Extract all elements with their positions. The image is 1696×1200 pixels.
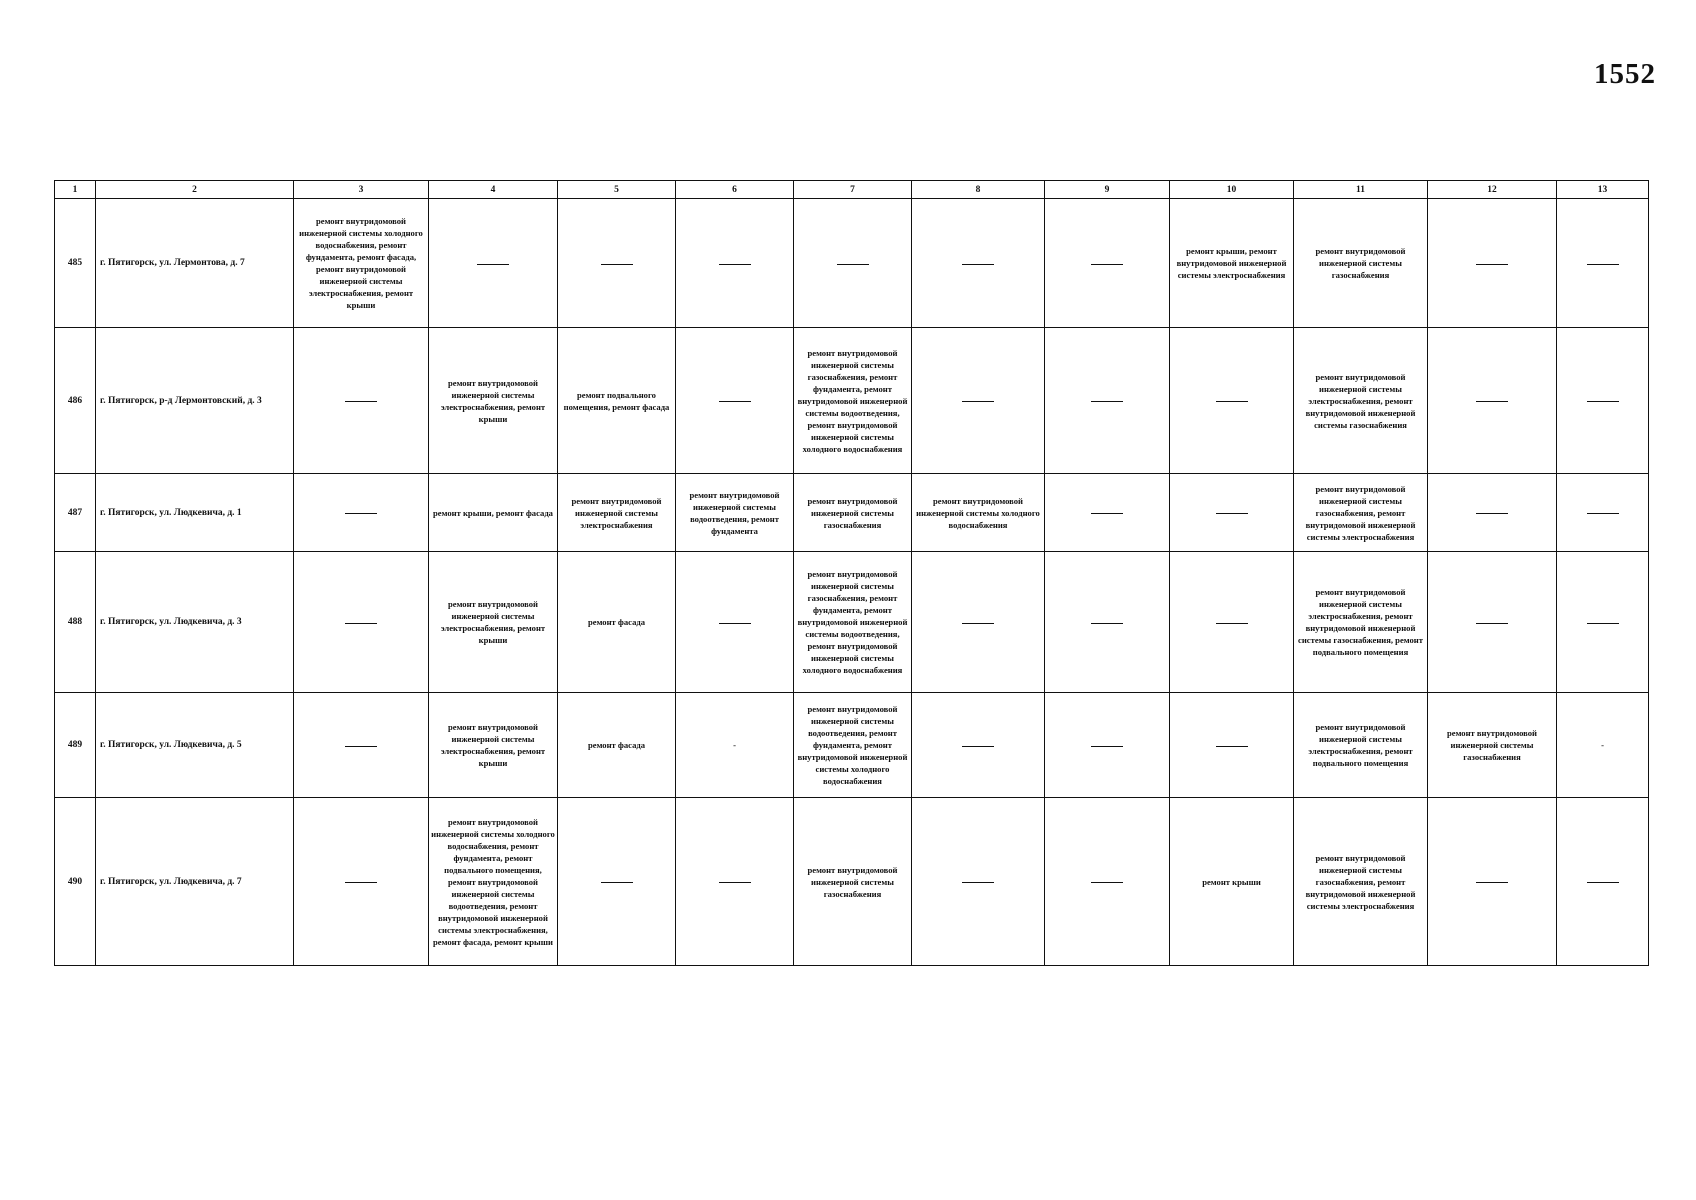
empty-dash-cell [294, 798, 429, 966]
dash-mark [837, 264, 869, 265]
table-row [55, 199, 1649, 328]
empty-dash-cell [294, 328, 429, 474]
empty-dash-cell [1428, 552, 1557, 693]
empty-dash-cell [1045, 474, 1170, 552]
empty-dash-cell [912, 798, 1045, 966]
dash-mark [345, 401, 377, 402]
column-header-12: 12 [1428, 181, 1557, 199]
table-row [55, 552, 1649, 693]
repair-schedule-table [54, 180, 1649, 966]
work-type-cell: ремонт крыши, ремонт внутридомовой инженерной системы электроснабжения [1170, 199, 1294, 328]
dash-mark [477, 264, 509, 265]
work-type-cell: ремонт внутридомовой инженерной системы газоснабжения [794, 798, 912, 966]
empty-dash-cell [1170, 552, 1294, 693]
column-header-1: 1 [55, 181, 96, 199]
page-number: 1552 [1594, 58, 1656, 90]
dash-mark [1587, 623, 1619, 624]
empty-dash-cell [1045, 199, 1170, 328]
empty-dash-cell [294, 693, 429, 798]
empty-dash-cell [429, 199, 558, 328]
column-header-3: 3 [294, 181, 429, 199]
empty-dash-cell [1170, 693, 1294, 798]
empty-dash-cell [1557, 798, 1649, 966]
row-number: 489 [55, 693, 96, 798]
empty-dash-cell [676, 798, 794, 966]
work-type-cell: ремонт внутридомовой инженерной системы газоснабжения, ремонт фундамента, ремонт внутридомовой инженерной системы водоотведения, ремонт внутридомовой инженерной системы холодного водоснабжения [794, 552, 912, 693]
row-number: 490 [55, 798, 96, 966]
column-header-10: 10 [1170, 181, 1294, 199]
empty-dash-cell [1045, 552, 1170, 693]
work-type-cell: ремонт внутридомовой инженерной системы электроснабжения, ремонт крыши [429, 693, 558, 798]
dash-mark [962, 882, 994, 883]
work-type-cell: ремонт внутридомовой инженерной системы электроснабжения, ремонт подвального помещения [1294, 693, 1428, 798]
column-header-2: 2 [96, 181, 294, 199]
dash-mark [719, 623, 751, 624]
empty-dash-cell [794, 199, 912, 328]
dash-mark [1091, 401, 1123, 402]
empty-dash-cell [294, 474, 429, 552]
work-type-cell: ремонт внутридомовой инженерной системы водоотведения, ремонт фундамента, ремонт внутридомовой инженерной системы холодного водоснабжения [794, 693, 912, 798]
column-header-8: 8 [912, 181, 1045, 199]
empty-dash-cell [676, 328, 794, 474]
work-type-cell: ремонт внутридомовой инженерной системы электроснабжения [558, 474, 676, 552]
column-header-13: 13 [1557, 181, 1649, 199]
dash-mark [1216, 401, 1248, 402]
empty-dash-cell [1170, 328, 1294, 474]
work-type-cell: ремонт внутридомовой инженерной системы газоснабжения [794, 474, 912, 552]
address-cell: г. Пятигорск, ул. Людкевича, д. 7 [96, 798, 294, 966]
empty-dash-cell [1557, 552, 1649, 693]
dash-mark [601, 264, 633, 265]
work-type-cell: ремонт внутридомовой инженерной системы холодного водоснабжения, ремонт фундамента, ремонт подвального помещения, ремонт внутридомовой инженерной системы водоотведения, ремонт внутридомовой инженерной системы электроснабжения, ремонт фасада, ремонт крыши [429, 798, 558, 966]
empty-dash-cell [558, 798, 676, 966]
table-row [55, 328, 1649, 474]
work-type-cell: ремонт внутридомовой инженерной системы холодного водоснабжения, ремонт фундамента, ремонт фасада, ремонт внутридомовой инженерной системы электроснабжения, ремонт крыши [294, 199, 429, 328]
empty-dash-cell [1170, 474, 1294, 552]
dash-mark [601, 882, 633, 883]
address-cell: г. Пятигорск, ул. Людкевича, д. 5 [96, 693, 294, 798]
row-number: 486 [55, 328, 96, 474]
empty-dash-cell [676, 199, 794, 328]
row-number: 488 [55, 552, 96, 693]
empty-dash-cell [1557, 328, 1649, 474]
work-type-cell: ремонт внутридомовой инженерной системы электроснабжения, ремонт крыши [429, 328, 558, 474]
dash-mark [1476, 513, 1508, 514]
address-cell: г. Пятигорск, ул. Людкевича, д. 1 [96, 474, 294, 552]
column-header-9: 9 [1045, 181, 1170, 199]
work-type-cell: ремонт внутридомовой инженерной системы газоснабжения, ремонт фундамента, ремонт внутридомовой инженерной системы водоотведения, ремонт внутридомовой инженерной системы холодного водоснабжения [794, 328, 912, 474]
dash-mark [719, 264, 751, 265]
empty-dash-cell [912, 199, 1045, 328]
row-number: 487 [55, 474, 96, 552]
empty-dash-cell [676, 552, 794, 693]
work-type-cell: - [1557, 693, 1649, 798]
dash-mark [1587, 264, 1619, 265]
empty-dash-cell [912, 552, 1045, 693]
address-cell: г. Пятигорск, ул. Лермонтова, д. 7 [96, 199, 294, 328]
empty-dash-cell [1045, 328, 1170, 474]
dash-mark [962, 623, 994, 624]
work-type-cell: ремонт крыши, ремонт фасада [429, 474, 558, 552]
address-cell: г. Пятигорск, ул. Людкевича, д. 3 [96, 552, 294, 693]
dash-mark [345, 623, 377, 624]
dash-mark [1587, 882, 1619, 883]
column-header-7: 7 [794, 181, 912, 199]
table-row [55, 693, 1649, 798]
work-type-cell: - [676, 693, 794, 798]
dash-mark [1587, 401, 1619, 402]
table-row [55, 798, 1649, 966]
empty-dash-cell [1428, 328, 1557, 474]
work-type-cell: ремонт подвального помещения, ремонт фасада [558, 328, 676, 474]
empty-dash-cell [558, 199, 676, 328]
dash-mark [1091, 264, 1123, 265]
work-type-cell: ремонт внутридомовой инженерной системы газоснабжения, ремонт внутридомовой инженерной системы электроснабжения [1294, 798, 1428, 966]
dash-mark [1476, 264, 1508, 265]
dash-mark [962, 264, 994, 265]
row-number: 485 [55, 199, 96, 328]
dash-mark [719, 401, 751, 402]
work-type-cell: ремонт фасада [558, 552, 676, 693]
column-number-row [55, 181, 1649, 199]
empty-dash-cell [1428, 199, 1557, 328]
work-type-cell: ремонт фасада [558, 693, 676, 798]
dash-mark [345, 746, 377, 747]
work-type-cell: ремонт внутридомовой инженерной системы электроснабжения, ремонт внутридомовой инженерной системы газоснабжения [1294, 328, 1428, 474]
work-type-cell: ремонт крыши [1170, 798, 1294, 966]
dash-mark [345, 882, 377, 883]
empty-dash-cell [912, 328, 1045, 474]
column-header-11: 11 [1294, 181, 1428, 199]
dash-mark [1091, 623, 1123, 624]
dash-mark [345, 513, 377, 514]
work-type-cell: ремонт внутридомовой инженерной системы холодного водоснабжения [912, 474, 1045, 552]
dash-mark [1216, 623, 1248, 624]
dash-mark [1091, 746, 1123, 747]
dash-mark [1476, 882, 1508, 883]
empty-dash-cell [1428, 798, 1557, 966]
table-row [55, 474, 1649, 552]
dash-mark [962, 746, 994, 747]
work-type-cell: ремонт внутридомовой инженерной системы электроснабжения, ремонт внутридомовой инженерной системы газоснабжения, ремонт подвального помещения [1294, 552, 1428, 693]
dash-mark [1091, 882, 1123, 883]
dash-mark [962, 401, 994, 402]
empty-dash-cell [294, 552, 429, 693]
dash-mark [719, 882, 751, 883]
column-header-4: 4 [429, 181, 558, 199]
empty-dash-cell [912, 693, 1045, 798]
dash-mark [1091, 513, 1123, 514]
work-type-cell: ремонт внутридомовой инженерной системы водоотведения, ремонт фундамента [676, 474, 794, 552]
dash-mark [1216, 746, 1248, 747]
dash-mark [1216, 513, 1248, 514]
empty-dash-cell [1557, 474, 1649, 552]
work-type-cell: ремонт внутридомовой инженерной системы газоснабжения [1428, 693, 1557, 798]
address-cell: г. Пятигорск, р-д Лермонтовский, д. 3 [96, 328, 294, 474]
column-header-6: 6 [676, 181, 794, 199]
dash-mark [1587, 513, 1619, 514]
column-header-5: 5 [558, 181, 676, 199]
empty-dash-cell [1045, 693, 1170, 798]
work-type-cell: ремонт внутридомовой инженерной системы газоснабжения [1294, 199, 1428, 328]
work-type-cell: ремонт внутридомовой инженерной системы электроснабжения, ремонт крыши [429, 552, 558, 693]
empty-dash-cell [1557, 199, 1649, 328]
empty-dash-cell [1045, 798, 1170, 966]
dash-mark [1476, 623, 1508, 624]
dash-mark [1476, 401, 1508, 402]
work-type-cell: ремонт внутридомовой инженерной системы газоснабжения, ремонт внутридомовой инженерной системы электроснабжения [1294, 474, 1428, 552]
empty-dash-cell [1428, 474, 1557, 552]
